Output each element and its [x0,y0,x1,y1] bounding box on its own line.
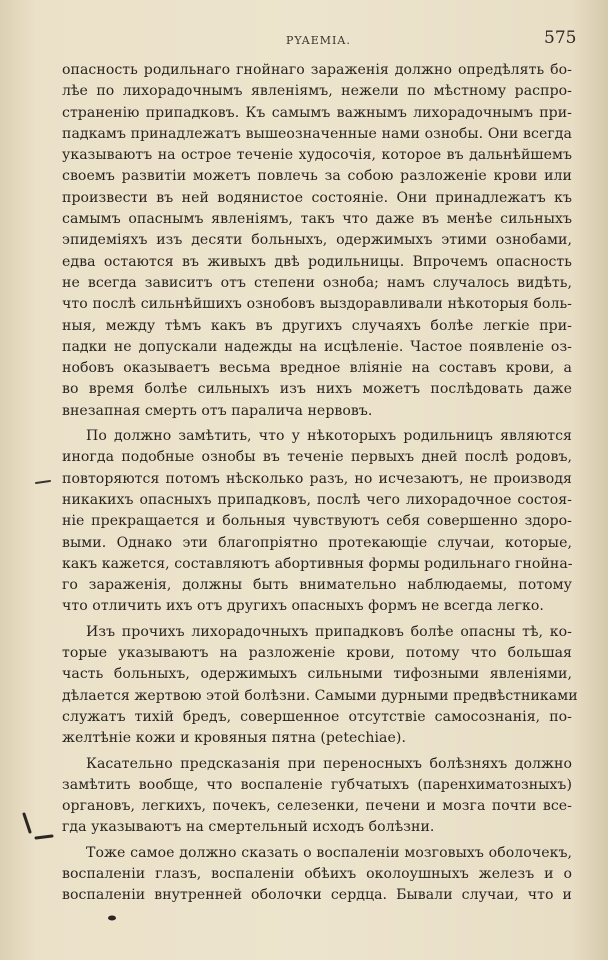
text-line: часть больныхъ, одержимыхъ сильными тифозными явленіями, [62,666,572,683]
text-line: Касательно предсказанія при переносныхъ болѣзняхъ должно [86,755,572,772]
text-line: дѣлается жертвою этой болѣзни. Самыми дурными предвѣстниками [62,687,578,704]
text-line: произвести въ ней водянистое состояніе. Они принадлежатъ къ [62,189,572,206]
text-line: указываютъ на острое течeніе худосочія, которое въ дальнѣйшемъ [62,147,572,164]
text-line: падкамъ принадлежатъ вышеозначенные нами ознобы. Они всегда [62,125,572,142]
text-line: эпидеміяхъ изъ десяти больныхъ, одержимыхъ этими ознобами, [62,232,572,249]
text-line: торые указываютъ на разложеніе крови, потому что большая [62,645,572,662]
text-line: какъ кажется, составляютъ абортивныя формы родильнаго гнойна- [62,555,573,572]
page-header [0,30,608,54]
paragraph-4 [62,754,572,839]
text-line: иногда подобные ознобы въ теченіе первыхъ дней послѣ родовъ, [62,449,572,466]
text-line: не всегда зависитъ отъ степени озноба; намъ случалось видѣть, [62,274,572,291]
text-line: По должно замѣтить, что у нѣкоторыхъ родильницъ являются [86,428,572,445]
text-line: повторяются потомъ нѣсколько разъ, но исчезаютъ, не производя [62,470,572,487]
text-line: воспаленіи глазъ, воспаленіи обѣихъ околоушныхъ железъ и о [62,865,572,882]
text-line: что отличить ихъ отъ другихъ опасныхъ формъ не всегда легко. [62,598,544,615]
text-line: самымъ опаснымъ явленіямъ, такъ что даже въ менѣе сильныхъ [62,211,572,228]
paragraph-2 [62,426,572,618]
pencil-dash-mark [36,481,50,483]
text-line: ныя, между тѣмъ какъ въ другихъ случаяхъ болѣе легкіе при- [62,317,572,334]
text-line: своемъ развитіи можетъ повлечь за собою разложеніе крови или [62,168,572,185]
text-line: внезапная смерть отъ паралича нервовъ. [62,402,373,419]
paragraph-1 [62,60,572,422]
text-line: ніе прекращается и больныя чувствуютъ себя совершенно здоро- [62,513,572,530]
text-line: никакихъ опасныхъ припадковъ, послѣ чего лихорадочное состоя- [62,491,572,508]
text-line: нобовъ оказываетъ весьма вредное вліяніе на составъ крови, а [62,360,572,377]
text-line: страненію припадковъ. Къ самымъ важнымъ лихорадочнымъ при- [62,104,572,121]
text-line: во время болѣе сильныхъ изъ нихъ можетъ послѣдовать даже [62,381,572,398]
text-line: лѣе по лихорадочнымъ явленіямъ, нежели по мѣстному распро- [62,83,572,100]
text-line: Тоже самое должно сказать о воспаленіи мозговыхъ оболочекъ, [86,844,572,861]
paragraph-3 [62,622,578,750]
text-line: что послѣ сильнѣйшихъ ознобовъ выздоравливали нѣкоторыя боль- [62,296,572,313]
text-line: органовъ, легкихъ, почекъ, селезенки, печени и мозга почти все- [62,798,572,815]
text-line: воспаленіи внутренней оболочки сердца. Бывали случаи, что и [62,887,572,904]
text-line: желтѣніе кожи и кровяныя пятна (petechiae). [62,730,406,747]
body-text [62,60,578,907]
text-line: выми. Однако эти благопріятно протекающіе случаи, которые, [62,534,572,551]
text-line: опасность родильнаго гнойнаго зараженія должно опредѣлять бо- [62,62,572,78]
page-number: 575 [544,28,577,48]
text-line: падки не допускали надежды на исцѣленіе. Частое появленіе оз- [62,338,572,355]
running-title: PYAEMIA. [286,34,351,47]
pencil-stroke-mark [24,814,30,832]
text-line: гда указываютъ на смертельный исходъ болѣзни. [62,819,435,836]
pencil-dash-mark [36,836,52,838]
paragraph-5 [62,843,572,907]
text-line: служатъ тихій бредъ, совершенное отсутствіе самосознанія, по- [62,708,572,725]
text-line: Изъ прочихъ лихорадочныхъ припадковъ болѣе опасны тѣ, ко- [86,623,572,640]
text-line: едва остаются въ живыхъ двѣ родильницы. Впрочемъ опасность [62,253,572,270]
text-line: замѣтить вообще, что воспаленіе губчатыхъ (паренхиматозныхъ) [62,776,572,793]
ink-spot [108,916,116,921]
text-line: го зараженія, должны быть внимательно наблюдаемы, потому [62,577,572,594]
